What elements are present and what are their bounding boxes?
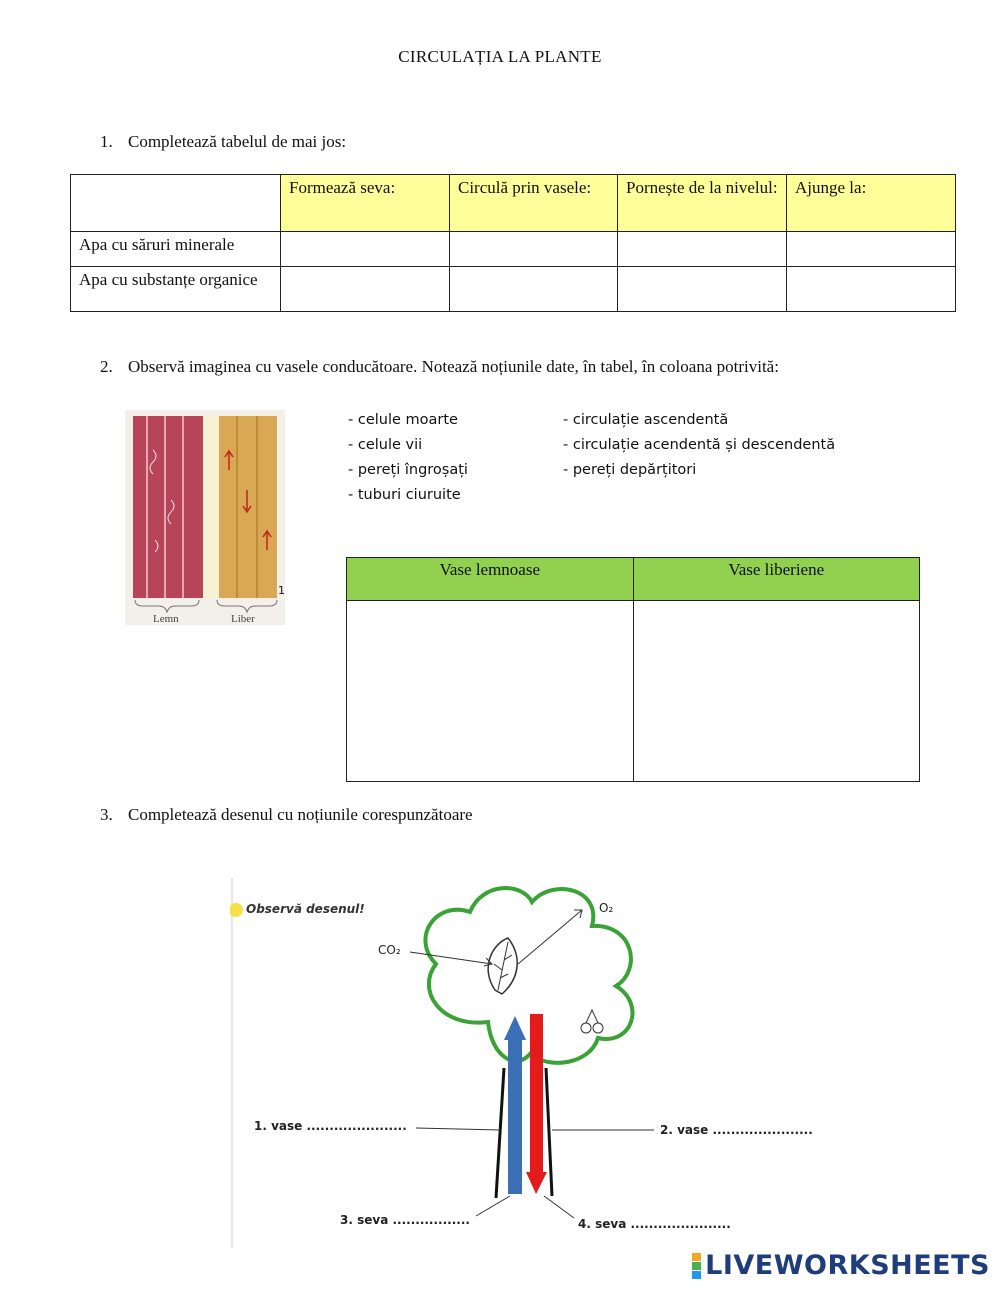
question-2	[100, 357, 779, 377]
question-1	[100, 132, 346, 152]
drop-zone-xylem[interactable]	[347, 601, 634, 782]
phloem-tissue	[219, 416, 277, 598]
table-row	[71, 232, 956, 267]
table1-header-vessels: Circulă prin vasele:	[450, 175, 618, 232]
vessels-table	[346, 557, 920, 782]
trunk-left-line	[496, 1068, 504, 1198]
question-2-text: Observă imaginea cu vasele conducătoare. Notează noțiunile date, în tabel, în coloana potrivită:	[128, 357, 779, 376]
option-item[interactable]: - celule moarte	[348, 412, 458, 428]
answer-cell[interactable]	[281, 267, 450, 312]
blank-label-1[interactable]: 1. vase ......................	[254, 1119, 407, 1133]
table1-row-label: Apa cu substanțe organice	[71, 267, 281, 312]
option-item[interactable]: - celule vii	[348, 437, 423, 453]
question-1-text: Completează tabelul de mai jos:	[128, 132, 347, 151]
question-3-number: 3.	[100, 805, 113, 824]
answer-cell[interactable]	[787, 267, 956, 312]
table1-header-starts: Pornește de la nivelul:	[618, 175, 787, 232]
question-1-number: 1.	[100, 132, 113, 151]
option-item[interactable]: - pereți depărțitori	[563, 462, 697, 478]
page-title: CIRCULAȚIA LA PLANTE	[398, 47, 602, 66]
answer-cell[interactable]	[618, 267, 787, 312]
answer-cell[interactable]	[450, 232, 618, 267]
blank-label-4[interactable]: 4. seva ......................	[578, 1217, 731, 1231]
answer-cell[interactable]	[787, 232, 956, 267]
logo-text: LIVEWORKSHEETS	[705, 1250, 990, 1281]
liveworksheets-logo	[692, 1250, 990, 1281]
sap-table	[70, 174, 956, 312]
answer-cell[interactable]	[618, 232, 787, 267]
table1-header-reaches: Ajunge la:	[787, 175, 956, 232]
table-row	[71, 267, 956, 312]
cherry-icon	[581, 1023, 591, 1033]
label-lemn: Lemn	[153, 613, 179, 625]
blank-label-3[interactable]: 3. seva .................	[340, 1213, 470, 1227]
xylem-tissue	[133, 416, 203, 598]
table1-row-label: Apa cu săruri minerale	[71, 232, 281, 267]
option-item[interactable]: - tuburi ciuruite	[348, 487, 461, 503]
label-liber: Liber	[231, 613, 255, 625]
cherry-icon	[593, 1023, 603, 1033]
ascending-sap-arrow	[508, 1038, 522, 1194]
table2-header-phloem: Vase liberiene	[633, 558, 920, 601]
descending-sap-arrow	[530, 1014, 543, 1178]
question-2-number: 2.	[100, 357, 113, 376]
o2-label: O₂	[599, 901, 614, 915]
question-3-text: Completează desenul cu noțiunile corespunzătoare	[128, 805, 473, 824]
answer-cell[interactable]	[450, 267, 618, 312]
note-bullet-icon	[230, 903, 243, 917]
options-left	[348, 408, 468, 508]
table2-header-xylem: Vase lemnoase	[347, 558, 634, 601]
tree-diagram	[230, 878, 830, 1253]
figure-number: 1	[278, 584, 285, 597]
table1-corner-cell	[71, 175, 281, 232]
trunk-right-line	[546, 1068, 552, 1196]
vessels-illustration	[125, 410, 285, 625]
option-item[interactable]: - pereți îngroșați	[348, 462, 468, 478]
table1-header-forms-sap: Formează seva:	[281, 175, 450, 232]
option-item[interactable]: - circulație ascendentă	[563, 412, 729, 428]
options-right	[563, 408, 835, 483]
diagram-heading: Observă desenul!	[246, 902, 365, 916]
logo-icon	[692, 1253, 701, 1279]
drop-zone-phloem[interactable]	[633, 601, 920, 782]
question-3	[100, 805, 473, 825]
blank-label-2[interactable]: 2. vase ......................	[660, 1123, 813, 1137]
co2-label: CO₂	[378, 943, 401, 957]
answer-cell[interactable]	[281, 232, 450, 267]
option-item[interactable]: - circulație acendentă și descendentă	[563, 437, 836, 453]
